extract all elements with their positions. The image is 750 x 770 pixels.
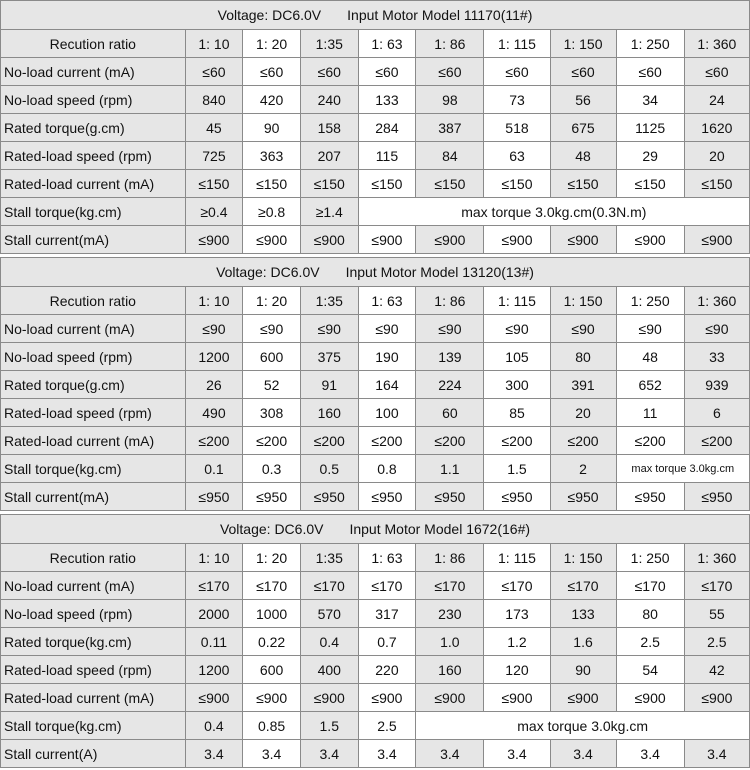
- value-cell: ≤900: [684, 226, 749, 254]
- value-cell: 1.2: [484, 628, 550, 656]
- ratio-cell: 1: 10: [185, 287, 243, 315]
- table-row: [1, 572, 750, 600]
- table-row: [1, 455, 750, 483]
- voltage-label: Voltage: DC6.0V: [219, 521, 324, 537]
- row-label: Stall current(mA): [1, 226, 186, 254]
- value-cell: 420: [243, 86, 301, 114]
- value-cell: ≤200: [185, 427, 243, 455]
- value-cell: ≤60: [185, 58, 243, 86]
- table-row: [1, 427, 750, 455]
- value-cell: ≤90: [185, 315, 243, 343]
- table-row: [1, 684, 750, 712]
- row-label: No-load current (mA): [1, 58, 186, 86]
- value-cell: ≤900: [550, 226, 616, 254]
- value-cell: ≤170: [484, 572, 550, 600]
- value-cell: 120: [484, 656, 550, 684]
- value-cell: 85: [484, 399, 550, 427]
- ratio-cell: 1: 115: [484, 287, 550, 315]
- value-cell: ≤200: [484, 427, 550, 455]
- ratio-cell: 1:35: [300, 30, 358, 58]
- ratio-cell: 1:35: [300, 287, 358, 315]
- value-cell: 80: [550, 343, 616, 371]
- value-cell: ≤900: [243, 226, 301, 254]
- table-row: [1, 740, 750, 768]
- row-label: No-load speed (rpm): [1, 600, 186, 628]
- motor-spec-table-1: [0, 0, 750, 254]
- value-cell: ≤200: [300, 427, 358, 455]
- max-torque-note: max torque 3.0kg.cm(0.3N.m): [358, 198, 749, 226]
- ratio-cell: 1: 360: [684, 287, 749, 315]
- value-cell: ≤950: [684, 483, 749, 511]
- value-cell: 20: [550, 399, 616, 427]
- value-cell: ≤90: [416, 315, 484, 343]
- value-cell: ≤90: [616, 315, 684, 343]
- ratio-cell: 1: 63: [358, 30, 416, 58]
- value-cell: ≤150: [616, 170, 684, 198]
- value-cell: 3.4: [300, 740, 358, 768]
- table-row: [1, 712, 750, 740]
- value-cell: ≤150: [185, 170, 243, 198]
- value-cell: 207: [300, 142, 358, 170]
- value-cell: ≤170: [185, 572, 243, 600]
- value-cell: 63: [484, 142, 550, 170]
- ratio-cell: 1: 20: [243, 287, 301, 315]
- value-cell: 1.1: [416, 455, 484, 483]
- value-cell: 26: [185, 371, 243, 399]
- value-cell: ≤170: [416, 572, 484, 600]
- value-cell: 29: [616, 142, 684, 170]
- value-cell: 224: [416, 371, 484, 399]
- value-cell: ≤950: [358, 483, 416, 511]
- value-cell: ≤200: [358, 427, 416, 455]
- value-cell: 391: [550, 371, 616, 399]
- voltage-label: Voltage: DC6.0V: [217, 7, 322, 23]
- value-cell: 3.4: [416, 740, 484, 768]
- value-cell: ≤900: [684, 684, 749, 712]
- table-row: [1, 399, 750, 427]
- value-cell: ≤200: [684, 427, 749, 455]
- value-cell: 518: [484, 114, 550, 142]
- value-cell: 133: [358, 86, 416, 114]
- value-cell: 100: [358, 399, 416, 427]
- value-cell: ≤60: [684, 58, 749, 86]
- motor-spec-table-2: [0, 257, 750, 511]
- value-cell: 98: [416, 86, 484, 114]
- value-cell: ≤170: [550, 572, 616, 600]
- ratio-label: Recution ratio: [1, 287, 186, 315]
- value-cell: 34: [616, 86, 684, 114]
- table-row: [1, 628, 750, 656]
- value-cell: 1200: [185, 656, 243, 684]
- voltage-label: Voltage: DC6.0V: [216, 264, 320, 280]
- table-row: [1, 656, 750, 684]
- value-cell: ≤900: [616, 684, 684, 712]
- value-cell: 0.5: [300, 455, 358, 483]
- ratio-cell: 1: 20: [243, 544, 301, 572]
- row-label: Rated torque(kg.cm): [1, 628, 186, 656]
- value-cell: 675: [550, 114, 616, 142]
- value-cell: ≤900: [550, 684, 616, 712]
- row-label: Stall current(mA): [1, 483, 186, 511]
- value-cell: 3.4: [550, 740, 616, 768]
- value-cell: 1125: [616, 114, 684, 142]
- value-cell: ≤170: [243, 572, 301, 600]
- value-cell: 375: [300, 343, 358, 371]
- value-cell: 317: [358, 600, 416, 628]
- value-cell: ≤950: [550, 483, 616, 511]
- table-row: [1, 86, 750, 114]
- value-cell: 1.5: [484, 455, 550, 483]
- value-cell: 600: [243, 343, 301, 371]
- value-cell: 33: [684, 343, 749, 371]
- value-cell: ≤950: [243, 483, 301, 511]
- value-cell: ≤200: [616, 427, 684, 455]
- value-cell: 387: [416, 114, 484, 142]
- value-cell: ≤150: [358, 170, 416, 198]
- value-cell: 490: [185, 399, 243, 427]
- value-cell: ≤900: [300, 226, 358, 254]
- value-cell: ≤900: [300, 684, 358, 712]
- motor-model-title: Input Motor Model 11170(11#): [347, 7, 533, 23]
- table-row: [1, 170, 750, 198]
- value-cell: ≤150: [550, 170, 616, 198]
- value-cell: 0.8: [358, 455, 416, 483]
- value-cell: ≤900: [358, 226, 416, 254]
- value-cell: ≤90: [243, 315, 301, 343]
- value-cell: ≤950: [484, 483, 550, 511]
- value-cell: ≤200: [243, 427, 301, 455]
- table-row: [1, 198, 750, 226]
- value-cell: 105: [484, 343, 550, 371]
- ratio-cell: 1: 360: [684, 30, 749, 58]
- table-row: [1, 58, 750, 86]
- value-cell: 139: [416, 343, 484, 371]
- value-cell: ≤900: [616, 226, 684, 254]
- ratio-row: [1, 544, 750, 572]
- row-label: Stall torque(kg.cm): [1, 712, 186, 740]
- value-cell: 60: [416, 399, 484, 427]
- value-cell: 600: [243, 656, 301, 684]
- value-cell: 3.4: [185, 740, 243, 768]
- value-cell: 0.3: [243, 455, 301, 483]
- value-cell: 2: [550, 455, 616, 483]
- value-cell: ≤950: [616, 483, 684, 511]
- value-cell: 725: [185, 142, 243, 170]
- value-cell: ≤150: [684, 170, 749, 198]
- value-cell: 91: [300, 371, 358, 399]
- value-cell: 300: [484, 371, 550, 399]
- value-cell: 652: [616, 371, 684, 399]
- value-cell: 90: [243, 114, 301, 142]
- value-cell: ≤170: [300, 572, 358, 600]
- ratio-cell: 1: 20: [243, 30, 301, 58]
- value-cell: ≤60: [616, 58, 684, 86]
- value-cell: ≤150: [243, 170, 301, 198]
- value-cell: 3.4: [243, 740, 301, 768]
- table-row: [1, 483, 750, 511]
- value-cell: 570: [300, 600, 358, 628]
- value-cell: 363: [243, 142, 301, 170]
- value-cell: 90: [550, 656, 616, 684]
- value-cell: ≤90: [358, 315, 416, 343]
- ratio-label: Recution ratio: [1, 544, 186, 572]
- value-cell: 0.4: [185, 712, 243, 740]
- value-cell: 1200: [185, 343, 243, 371]
- value-cell: ≤60: [550, 58, 616, 86]
- value-cell: 0.11: [185, 628, 243, 656]
- value-cell: 115: [358, 142, 416, 170]
- ratio-cell: 1: 86: [416, 287, 484, 315]
- table-row: [1, 343, 750, 371]
- value-cell: 45: [185, 114, 243, 142]
- value-cell: 0.22: [243, 628, 301, 656]
- table-row: [1, 600, 750, 628]
- value-cell: 400: [300, 656, 358, 684]
- value-cell: 48: [550, 142, 616, 170]
- row-label: Rated-load speed (rpm): [1, 399, 186, 427]
- table-row: [1, 315, 750, 343]
- value-cell: 840: [185, 86, 243, 114]
- ratio-cell: 1: 250: [616, 287, 684, 315]
- row-label: Stall torque(kg.cm): [1, 455, 186, 483]
- value-cell: ≤150: [484, 170, 550, 198]
- value-cell: 0.85: [243, 712, 301, 740]
- ratio-cell: 1: 63: [358, 544, 416, 572]
- value-cell: ≥0.4: [185, 198, 243, 226]
- value-cell: ≤60: [416, 58, 484, 86]
- value-cell: 190: [358, 343, 416, 371]
- ratio-cell: 1: 250: [616, 30, 684, 58]
- value-cell: 939: [684, 371, 749, 399]
- value-cell: 160: [300, 399, 358, 427]
- value-cell: 164: [358, 371, 416, 399]
- row-label: Rated torque(g.cm): [1, 114, 186, 142]
- value-cell: 0.4: [300, 628, 358, 656]
- value-cell: 160: [416, 656, 484, 684]
- value-cell: 52: [243, 371, 301, 399]
- value-cell: 55: [684, 600, 749, 628]
- ratio-row: [1, 287, 750, 315]
- value-cell: 0.1: [185, 455, 243, 483]
- value-cell: ≤900: [185, 684, 243, 712]
- ratio-cell: 1: 150: [550, 30, 616, 58]
- value-cell: ≤60: [484, 58, 550, 86]
- row-label: Rated torque(g.cm): [1, 371, 186, 399]
- value-cell: 3.4: [358, 740, 416, 768]
- table-header: [1, 258, 750, 287]
- row-label: No-load speed (rpm): [1, 343, 186, 371]
- value-cell: 11: [616, 399, 684, 427]
- table-row: [1, 142, 750, 170]
- value-cell: 24: [684, 86, 749, 114]
- value-cell: 48: [616, 343, 684, 371]
- value-cell: 42: [684, 656, 749, 684]
- value-cell: ≤170: [684, 572, 749, 600]
- value-cell: 1000: [243, 600, 301, 628]
- motor-spec-table-3: [0, 514, 750, 768]
- value-cell: 158: [300, 114, 358, 142]
- value-cell: ≤950: [416, 483, 484, 511]
- row-label: Rated-load current (mA): [1, 427, 186, 455]
- value-cell: ≤60: [300, 58, 358, 86]
- ratio-row: [1, 30, 750, 58]
- value-cell: 1.0: [416, 628, 484, 656]
- value-cell: ≤90: [300, 315, 358, 343]
- value-cell: 0.7: [358, 628, 416, 656]
- row-label: No-load speed (rpm): [1, 86, 186, 114]
- motor-model-title: Input Motor Model 1672(16#): [349, 521, 531, 537]
- value-cell: ≤60: [243, 58, 301, 86]
- value-cell: 2.5: [684, 628, 749, 656]
- value-cell: 284: [358, 114, 416, 142]
- row-label: Rated-load speed (rpm): [1, 142, 186, 170]
- value-cell: ≤170: [616, 572, 684, 600]
- value-cell: ≤200: [416, 427, 484, 455]
- value-cell: 173: [484, 600, 550, 628]
- value-cell: ≤90: [684, 315, 749, 343]
- ratio-cell: 1: 360: [684, 544, 749, 572]
- max-torque-note: max torque 3.0kg.cm: [416, 712, 750, 740]
- value-cell: 308: [243, 399, 301, 427]
- value-cell: 2.5: [616, 628, 684, 656]
- value-cell: 54: [616, 656, 684, 684]
- row-label: Rated-load speed (rpm): [1, 656, 186, 684]
- value-cell: ≤60: [358, 58, 416, 86]
- value-cell: ≤900: [484, 684, 550, 712]
- max-torque-note: max torque 3.0kg.cm: [616, 455, 749, 483]
- value-cell: ≤900: [484, 226, 550, 254]
- value-cell: ≤950: [185, 483, 243, 511]
- ratio-cell: 1: 115: [484, 30, 550, 58]
- value-cell: 240: [300, 86, 358, 114]
- row-label: No-load current (mA): [1, 572, 186, 600]
- ratio-label: Recution ratio: [1, 30, 186, 58]
- value-cell: 3.4: [484, 740, 550, 768]
- row-label: Rated-load current (mA): [1, 684, 186, 712]
- value-cell: ≥0.8: [243, 198, 301, 226]
- table-row: [1, 226, 750, 254]
- ratio-cell: 1: 150: [550, 287, 616, 315]
- table-row: [1, 371, 750, 399]
- ratio-cell: 1: 10: [185, 544, 243, 572]
- row-label: Stall torque(kg.cm): [1, 198, 186, 226]
- value-cell: 80: [616, 600, 684, 628]
- value-cell: 84: [416, 142, 484, 170]
- value-cell: 1.5: [300, 712, 358, 740]
- ratio-cell: 1:35: [300, 544, 358, 572]
- value-cell: 6: [684, 399, 749, 427]
- value-cell: 56: [550, 86, 616, 114]
- table-header: [1, 1, 750, 30]
- row-label: No-load current (mA): [1, 315, 186, 343]
- value-cell: ≤200: [550, 427, 616, 455]
- table-row: [1, 114, 750, 142]
- value-cell: 1.6: [550, 628, 616, 656]
- value-cell: 2000: [185, 600, 243, 628]
- ratio-cell: 1: 115: [484, 544, 550, 572]
- value-cell: ≤900: [416, 684, 484, 712]
- table-header: [1, 515, 750, 544]
- value-cell: ≤170: [358, 572, 416, 600]
- value-cell: 2.5: [358, 712, 416, 740]
- value-cell: 3.4: [616, 740, 684, 768]
- ratio-cell: 1: 10: [185, 30, 243, 58]
- ratio-cell: 1: 63: [358, 287, 416, 315]
- value-cell: ≤90: [550, 315, 616, 343]
- value-cell: ≤950: [300, 483, 358, 511]
- value-cell: ≤900: [185, 226, 243, 254]
- row-label: Stall current(A): [1, 740, 186, 768]
- value-cell: 73: [484, 86, 550, 114]
- row-label: Rated-load current (mA): [1, 170, 186, 198]
- value-cell: 1620: [684, 114, 749, 142]
- ratio-cell: 1: 150: [550, 544, 616, 572]
- value-cell: ≤900: [243, 684, 301, 712]
- value-cell: ≤900: [416, 226, 484, 254]
- value-cell: ≤150: [300, 170, 358, 198]
- value-cell: 133: [550, 600, 616, 628]
- value-cell: ≥1.4: [300, 198, 358, 226]
- value-cell: 3.4: [684, 740, 749, 768]
- ratio-cell: 1: 86: [416, 544, 484, 572]
- ratio-cell: 1: 250: [616, 544, 684, 572]
- value-cell: 220: [358, 656, 416, 684]
- value-cell: ≤90: [484, 315, 550, 343]
- value-cell: 230: [416, 600, 484, 628]
- ratio-cell: 1: 86: [416, 30, 484, 58]
- value-cell: ≤900: [358, 684, 416, 712]
- value-cell: ≤150: [416, 170, 484, 198]
- motor-model-title: Input Motor Model 13120(13#): [345, 264, 534, 280]
- value-cell: 20: [684, 142, 749, 170]
